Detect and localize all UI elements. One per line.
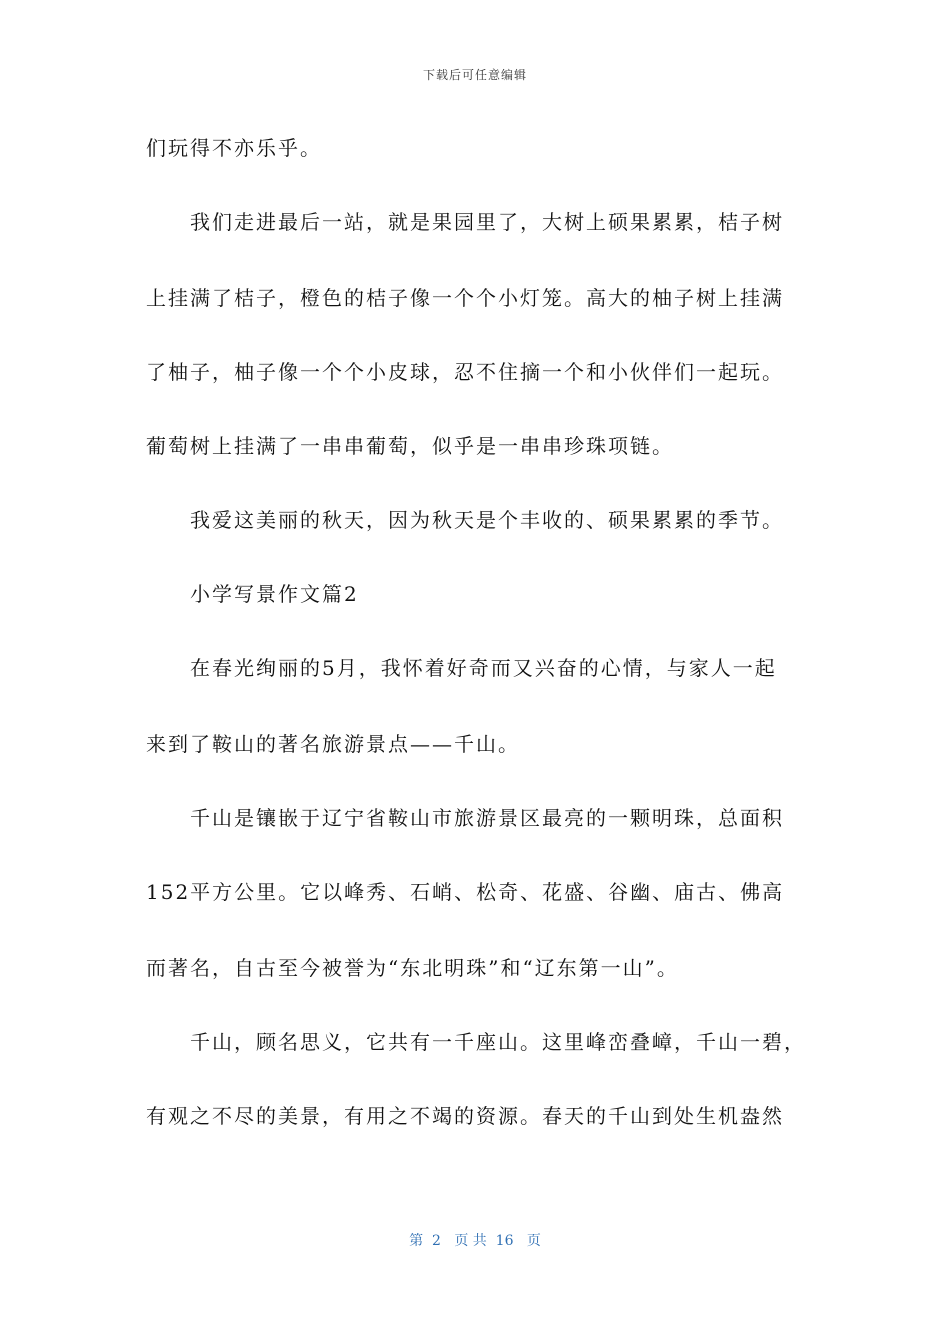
text-line: 我爱这美丽的秋天，因为秋天是个丰收的、硕果累累的季节。 bbox=[190, 508, 784, 532]
text-line: 了柚子，柚子像一个个小皮球，忍不住摘一个和小伙伴们一起玩。 bbox=[146, 360, 784, 384]
text-line: 上挂满了桔子，橙色的桔子像一个个小灯笼。高大的柚子树上挂满 bbox=[146, 286, 784, 310]
text-line: 我们走进最后一站，就是果园里了，大树上硕果累累，桔子树 bbox=[190, 210, 784, 234]
text-line: 在春光绚丽的5月，我怀着好奇而又兴奋的心情，与家人一起 bbox=[190, 656, 777, 680]
text-line: 们玩得不亦乐乎。 bbox=[146, 136, 322, 160]
text-line: 千山，顾名思义，它共有一千座山。这里峰峦叠嶂，千山一碧， bbox=[190, 1030, 806, 1054]
text-line: 来到了鞍山的著名旅游景点——千山。 bbox=[146, 732, 520, 756]
page-footer: 第 2 页 共 16 页 bbox=[409, 1233, 541, 1249]
text-line: 葡萄树上挂满了一串串葡萄，似乎是一串串珍珠项链。 bbox=[146, 434, 674, 458]
text-line: 千山是镶嵌于辽宁省鞍山市旅游景区最亮的一颗明珠，总面积 bbox=[190, 806, 784, 830]
page-header: 下载后可任意编辑 bbox=[422, 68, 527, 82]
section-heading: 小学写景作文篇2 bbox=[190, 582, 359, 606]
text-line: 而著名，自古至今被誉为“东北明珠”和“辽东第一山”。 bbox=[146, 956, 679, 980]
text-line: 152平方公里。它以峰秀、石峭、松奇、花盛、谷幽、庙古、佛高 bbox=[146, 880, 785, 904]
text-line: 有观之不尽的美景，有用之不竭的资源。春天的千山到处生机盎然 bbox=[146, 1104, 784, 1128]
